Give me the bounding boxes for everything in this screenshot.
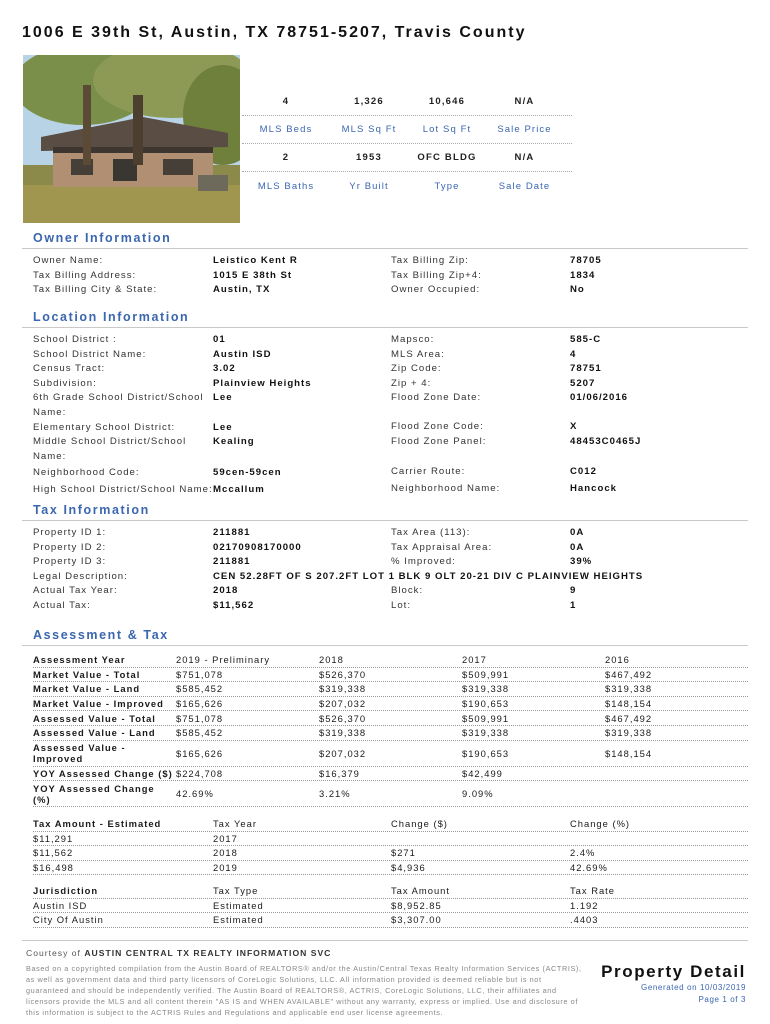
field-value: 2018 xyxy=(213,585,239,597)
row-label: Market Value - Total xyxy=(33,668,141,680)
table-cell: 3.21% xyxy=(319,788,351,800)
table-cell: $207,032 xyxy=(319,698,367,710)
field-label: Zip Code: xyxy=(391,363,442,375)
column-header: Assessment Year xyxy=(33,654,126,666)
table-cell: 42.69% xyxy=(176,788,214,800)
page-title: 1006 E 39th St, Austin, TX 78751-5207, Travis County xyxy=(22,24,527,41)
table-cell: 2018 xyxy=(213,847,238,859)
table-cell: $467,492 xyxy=(605,668,653,680)
field-value: 1834 xyxy=(570,269,596,281)
owner-right xyxy=(391,254,741,298)
table-cell: $11,562 xyxy=(33,847,74,859)
table-row xyxy=(33,899,748,914)
table-cell: $585,452 xyxy=(176,683,224,695)
column-header: Tax Year xyxy=(213,818,257,830)
table-cell: $467,492 xyxy=(605,712,653,724)
baths-value: 2 xyxy=(282,152,290,163)
field-value: Lee xyxy=(213,392,233,404)
field-label: High School District/School Name: xyxy=(33,483,213,495)
table-row xyxy=(33,861,748,876)
field-label: Actual Tax: xyxy=(33,599,91,611)
field-value: 01 xyxy=(213,334,226,345)
table-cell: $207,032 xyxy=(319,747,367,759)
row-label: Market Value - Land xyxy=(33,683,141,695)
table-cell: $751,078 xyxy=(176,712,224,724)
field-value: Austin, TX xyxy=(213,284,271,296)
field-value: $11,562 xyxy=(213,599,255,611)
field-label: Tax Appraisal Area: xyxy=(391,541,493,553)
field-value: Plainview Heights xyxy=(213,377,312,389)
field-label: Legal Description: xyxy=(33,570,128,582)
table-cell: 9.09% xyxy=(462,788,494,800)
jurisdiction-table xyxy=(33,884,748,928)
assessment-table xyxy=(33,653,748,807)
field-value: Kealing xyxy=(213,436,255,448)
table-cell: $148,154 xyxy=(605,698,653,710)
field-label: Elementary School District: xyxy=(33,421,176,433)
table-cell: 42.69% xyxy=(570,862,608,874)
column-header: 2018 xyxy=(319,654,344,666)
table-cell: $509,991 xyxy=(462,712,510,724)
field-label: % Improved: xyxy=(391,556,456,568)
field-value: Mccallum xyxy=(213,483,265,495)
page-number: Page 1 of 3 xyxy=(698,995,746,1004)
sale-price-value: N/A xyxy=(514,96,535,107)
tax-estimate-table xyxy=(33,817,748,875)
field-label: Lot: xyxy=(391,599,412,611)
table-cell: $42,499 xyxy=(462,767,503,779)
sale-price-label: Sale Price xyxy=(497,124,552,135)
field-label: Property ID 2: xyxy=(33,541,107,553)
column-header: Tax Type xyxy=(213,885,259,897)
table-row xyxy=(33,846,748,861)
courtesy-line xyxy=(26,948,331,958)
table-cell: City Of Austin xyxy=(33,914,104,926)
field-label: MLS Area: xyxy=(391,348,445,360)
row-label: Assessed Value - Improved xyxy=(33,742,126,765)
field-value: 3.02 xyxy=(213,363,236,375)
field-value: 02170908170000 xyxy=(213,541,302,553)
field-label: Tax Area (113): xyxy=(391,527,471,538)
table-cell: $526,370 xyxy=(319,712,367,724)
table-cell: $148,154 xyxy=(605,747,653,759)
table-row xyxy=(33,697,748,712)
field-label: Flood Zone Code: xyxy=(391,420,484,432)
tax-right xyxy=(391,526,741,614)
column-header: Tax Amount xyxy=(391,885,450,897)
field-label: School District : xyxy=(33,334,117,345)
table-cell: $319,338 xyxy=(605,683,653,695)
row-label: Market Value - Improved xyxy=(33,698,164,710)
row-label: YOY Assessed Change ($) xyxy=(33,767,173,779)
table-cell: $190,653 xyxy=(462,698,510,710)
table-row xyxy=(33,726,748,741)
table-cell: Austin ISD xyxy=(33,899,88,911)
location-section-title: Location Information xyxy=(33,310,190,324)
field-value: Austin ISD xyxy=(213,348,272,360)
field-label: Property ID 3: xyxy=(33,556,107,568)
table-row xyxy=(33,711,748,726)
table-row xyxy=(33,741,748,767)
table-row xyxy=(33,668,748,683)
field-label: Flood Zone Panel: xyxy=(391,435,487,447)
field-label: Property ID 1: xyxy=(33,527,107,538)
table-cell: $11,291 xyxy=(33,832,74,844)
field-value: 9 xyxy=(570,585,577,597)
row-label: YOY Assessed Change (%) xyxy=(33,782,155,805)
table-cell: 2019 xyxy=(213,862,238,874)
field-value: 01/06/2016 xyxy=(570,392,629,404)
field-value: 5207 xyxy=(570,377,596,389)
row-label: Assessed Value - Land xyxy=(33,727,156,739)
field-value: X xyxy=(570,420,578,432)
disclaimer-text: Based on a copyrighted compilation from the Austin Board of REALTORS® and/or the Austin/Central Texas Realty Information Services (ACTRIS), as well as government data and third party licensors of CoreLogic Solutions, LLC. All information provided is deemed reliable but is not guaranteed and should be independently verified. The Austin Board of REALTORS®, ACTRIS, CoreLogic Solutions, LLC, their affiliates and licensors provide the MLS and all content therein "AS IS and WHEN AVAILABLE" without any warranty, express or implied. Use and disclosure of this information is subject to the ACTRIS Rules and Regulations and applicable end user license agreements. xyxy=(26,964,582,1017)
column-header: Jurisdiction xyxy=(33,885,99,897)
sale-date-label: Sale Date xyxy=(498,180,551,192)
table-cell: $526,370 xyxy=(319,668,367,680)
field-value: C012 xyxy=(570,466,597,478)
owner-section-title: Owner Information xyxy=(33,231,172,245)
table-cell: $319,338 xyxy=(462,683,510,695)
field-label: Zip + 4: xyxy=(391,377,432,389)
beds-value: 4 xyxy=(282,96,290,107)
table-cell: $319,338 xyxy=(605,727,653,739)
baths-label: MLS Baths xyxy=(257,180,315,192)
field-label: Tax Billing City & State: xyxy=(33,284,158,296)
field-label: Neighborhood Name: xyxy=(391,482,501,494)
document-title: Property Detail xyxy=(601,962,746,981)
field-label: Census Tract: xyxy=(33,363,106,375)
field-value: 0A xyxy=(570,541,585,553)
table-cell: $751,078 xyxy=(176,668,224,680)
section-divider xyxy=(22,248,748,249)
table-cell: $8,952.85 xyxy=(391,899,442,911)
sale-date-value: N/A xyxy=(514,152,535,163)
table-header-row xyxy=(33,653,748,668)
section-divider xyxy=(22,327,748,328)
assessment-section-title: Assessment & Tax xyxy=(33,628,169,642)
sqft-label: MLS Sq Ft xyxy=(341,124,397,135)
field-value: 59cen-59cen xyxy=(213,467,282,479)
table-header-row xyxy=(33,817,748,832)
table-cell: Estimated xyxy=(213,914,264,926)
year-built-value: 1953 xyxy=(356,152,382,163)
field-label: Neighborhood Code: xyxy=(33,467,140,479)
table-cell: $319,338 xyxy=(462,727,510,739)
field-label: School District Name: xyxy=(33,348,147,360)
column-header: Change (%) xyxy=(570,818,631,830)
year-built-label: Yr Built xyxy=(349,180,389,192)
lot-sqft-label: Lot Sq Ft xyxy=(422,124,472,135)
footer-divider xyxy=(22,940,748,941)
table-cell: $165,626 xyxy=(176,747,224,759)
table-cell: 2.4% xyxy=(570,847,596,859)
type-label: Type xyxy=(434,180,460,192)
column-header: 2016 xyxy=(605,654,630,666)
table-cell: $4,936 xyxy=(391,862,426,874)
field-label: 6th Grade School District/School Name: xyxy=(33,392,204,418)
field-label: Carrier Route: xyxy=(391,466,466,478)
column-header: 2017 xyxy=(462,654,487,666)
field-value: 48453C0465J xyxy=(570,435,642,447)
field-value: Leistico Kent R xyxy=(213,255,298,266)
table-cell: 1.192 xyxy=(570,899,599,911)
table-cell: $165,626 xyxy=(176,698,224,710)
courtesy-name: AUSTIN CENTRAL TX REALTY INFORMATION SVC xyxy=(84,948,332,958)
table-cell: $16,498 xyxy=(33,862,74,874)
table-cell: $271 xyxy=(391,847,416,859)
field-value: 1015 E 38th St xyxy=(213,269,293,281)
section-divider xyxy=(22,645,748,646)
generated-date: Generated on 10/03/2019 xyxy=(641,983,746,992)
property-stats xyxy=(242,88,572,200)
location-left xyxy=(33,333,383,498)
field-value: No xyxy=(570,284,585,296)
field-value: 585-C xyxy=(570,334,602,345)
table-cell: $509,991 xyxy=(462,668,510,680)
field-label: Block: xyxy=(391,585,424,597)
column-header: Change ($) xyxy=(391,818,448,830)
field-label: Actual Tax Year: xyxy=(33,585,118,597)
column-header: 2019 - Preliminary xyxy=(176,654,271,666)
property-photo xyxy=(23,55,240,223)
field-value: 78751 xyxy=(570,363,602,375)
table-cell: $16,379 xyxy=(319,767,360,779)
beds-label: MLS Beds xyxy=(259,124,313,135)
table-cell: $319,338 xyxy=(319,727,367,739)
field-value: 211881 xyxy=(213,527,251,538)
table-cell: $3,307.00 xyxy=(391,914,442,926)
table-cell: $585,452 xyxy=(176,727,224,739)
row-label: Assessed Value - Total xyxy=(33,712,156,724)
table-row xyxy=(33,781,748,807)
table-cell: Estimated xyxy=(213,899,264,911)
field-label: Subdivision: xyxy=(33,377,97,389)
tax-section-title: Tax Information xyxy=(33,503,150,517)
field-value: 0A xyxy=(570,527,585,538)
table-row xyxy=(33,832,748,847)
location-right xyxy=(391,333,741,496)
courtesy-prefix: Courtesy of xyxy=(26,948,81,958)
column-header: Tax Rate xyxy=(570,885,615,897)
field-value: 211881 xyxy=(213,556,251,568)
table-row xyxy=(33,767,748,782)
field-label: Tax Billing Zip: xyxy=(391,255,469,266)
table-cell: $190,653 xyxy=(462,747,510,759)
field-value: 1 xyxy=(570,599,577,611)
type-value: OFC BLDG xyxy=(417,152,477,163)
table-row xyxy=(33,682,748,697)
field-value: Lee xyxy=(213,421,233,433)
table-header-row xyxy=(33,884,748,899)
table-row xyxy=(33,913,748,928)
field-value: CEN 52.28FT OF S 207.2FT LOT 1 BLK 9 OLT 20-21 DIV C PLAINVIEW HEIGHTS xyxy=(213,570,644,582)
sqft-value: 1,326 xyxy=(354,96,384,107)
table-cell: 2017 xyxy=(213,832,238,844)
field-label: Middle School District/School Name: xyxy=(33,436,187,462)
column-header: Tax Amount - Estimated xyxy=(33,818,162,830)
table-cell: $224,708 xyxy=(176,767,224,779)
field-label: Mapsco: xyxy=(391,334,435,345)
table-cell: $319,338 xyxy=(319,683,367,695)
lot-sqft-value: 10,646 xyxy=(428,96,466,107)
field-value: 4 xyxy=(570,348,577,360)
field-label: Tax Billing Zip+4: xyxy=(391,269,482,281)
field-label: Owner Occupied: xyxy=(391,284,481,296)
field-label: Flood Zone Date: xyxy=(391,392,482,404)
field-value: Hancock xyxy=(570,482,617,494)
field-label: Owner Name: xyxy=(33,255,104,266)
field-value: 39% xyxy=(570,556,593,568)
field-value: 78705 xyxy=(570,255,602,266)
owner-left xyxy=(33,254,383,298)
field-label: Tax Billing Address: xyxy=(33,269,137,281)
section-divider xyxy=(22,520,748,521)
table-cell: .4403 xyxy=(570,914,599,926)
